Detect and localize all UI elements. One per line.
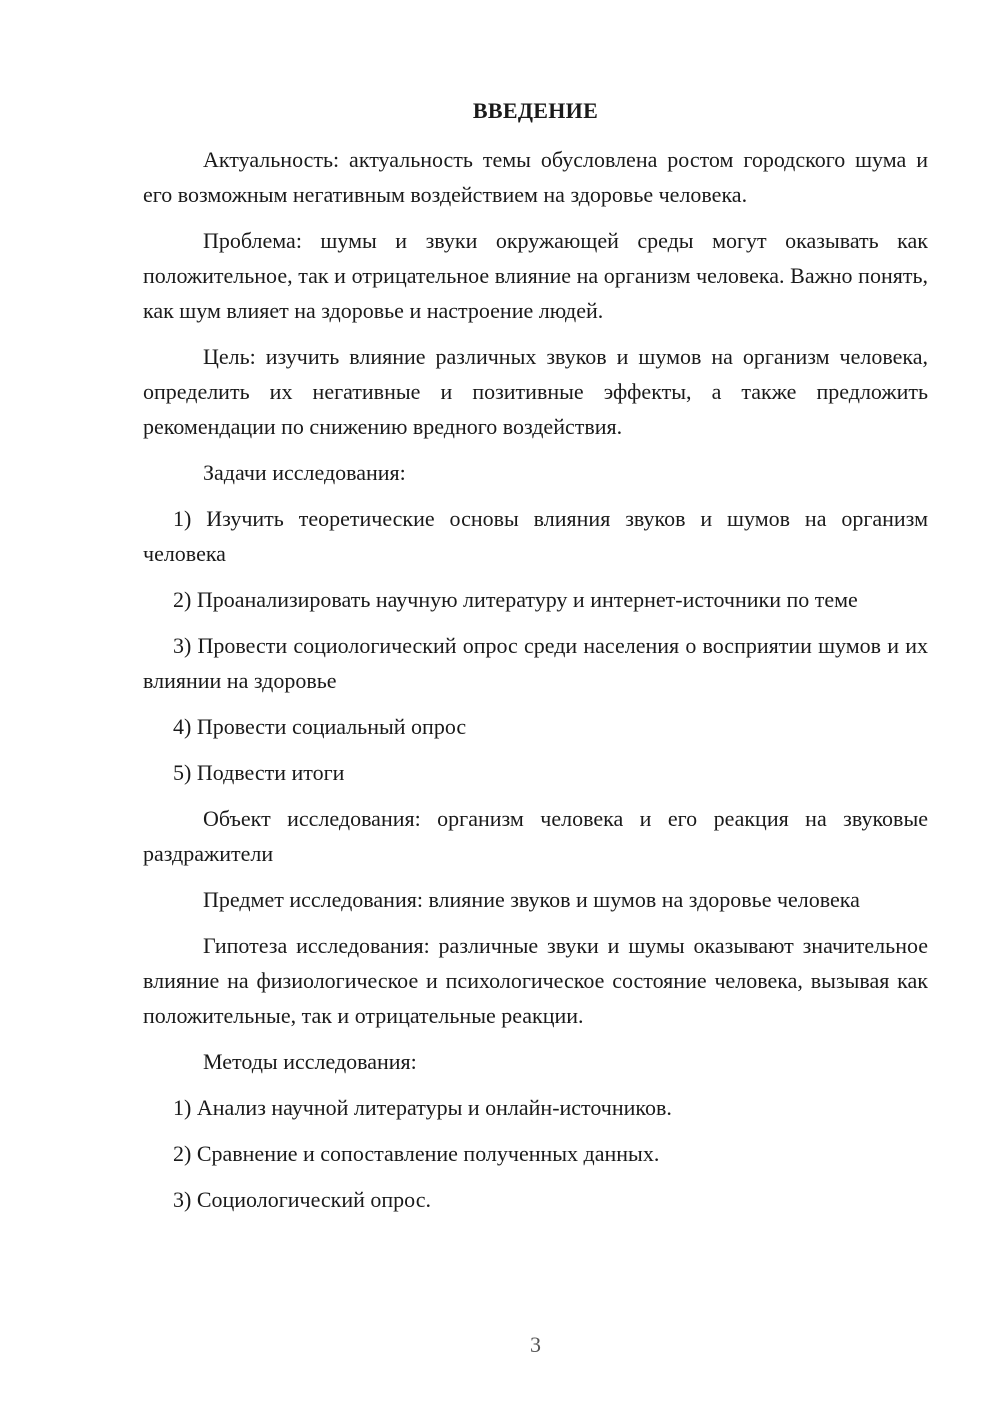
method-item: 3) Социологический опрос. — [173, 1187, 431, 1212]
task-item: 3) Провести социологический опрос среди населения о восприятии шумов и их влиянии на здоровье — [143, 633, 928, 693]
section-heading: ВВЕДЕНИЕ — [472, 98, 599, 123]
task-item: 5) Подвести итоги — [173, 760, 345, 785]
task-item: 1) Изучить теоретические основы влияния звуков и шумов на организм человека — [143, 506, 928, 566]
method-item: 1) Анализ научной литературы и онлайн-источников. — [173, 1095, 672, 1120]
goal-paragraph: Цель: изучить влияние различных звуков и шумов на организм человека, определить их негативные и позитивные эффекты, а также предложить рекомендации по снижению вредного воздействия. — [143, 344, 928, 439]
object-paragraph: Объект исследования: организм человека и его реакция на звуковые раздражители — [143, 806, 928, 866]
page-number: 3 — [530, 1332, 541, 1357]
relevance-paragraph: Актуальность: актуальность темы обусловлена ростом городского шума и его возможным негативным воздействием на здоровье человека. — [143, 147, 928, 207]
task-item: 4) Провести социальный опрос — [173, 714, 467, 739]
subject-paragraph: Предмет исследования: влияние звуков и шумов на здоровье человека — [203, 887, 860, 912]
tasks-title: Задачи исследования: — [203, 460, 406, 485]
document-page — [143, 0, 928, 1414]
document-body — [143, 142, 928, 1228]
methods-title: Методы исследования: — [203, 1049, 417, 1074]
method-item: 2) Сравнение и сопоставление полученных данных. — [173, 1141, 660, 1166]
problem-paragraph: Проблема: шумы и звуки окружающей среды могут оказывать как положительное, так и отрицательное влияние на организм человека. Важно понять, как шум влияет на здоровье и настроение людей. — [143, 228, 928, 323]
task-item: 2) Проанализировать научную литературу и интернет-источники по теме — [173, 587, 858, 612]
hypothesis-paragraph: Гипотеза исследования: различные звуки и шумы оказывают значительное влияние на физиологическое и психологическое состояние человека, вызывая как положительные, так и отрицательные реакции. — [143, 933, 928, 1028]
